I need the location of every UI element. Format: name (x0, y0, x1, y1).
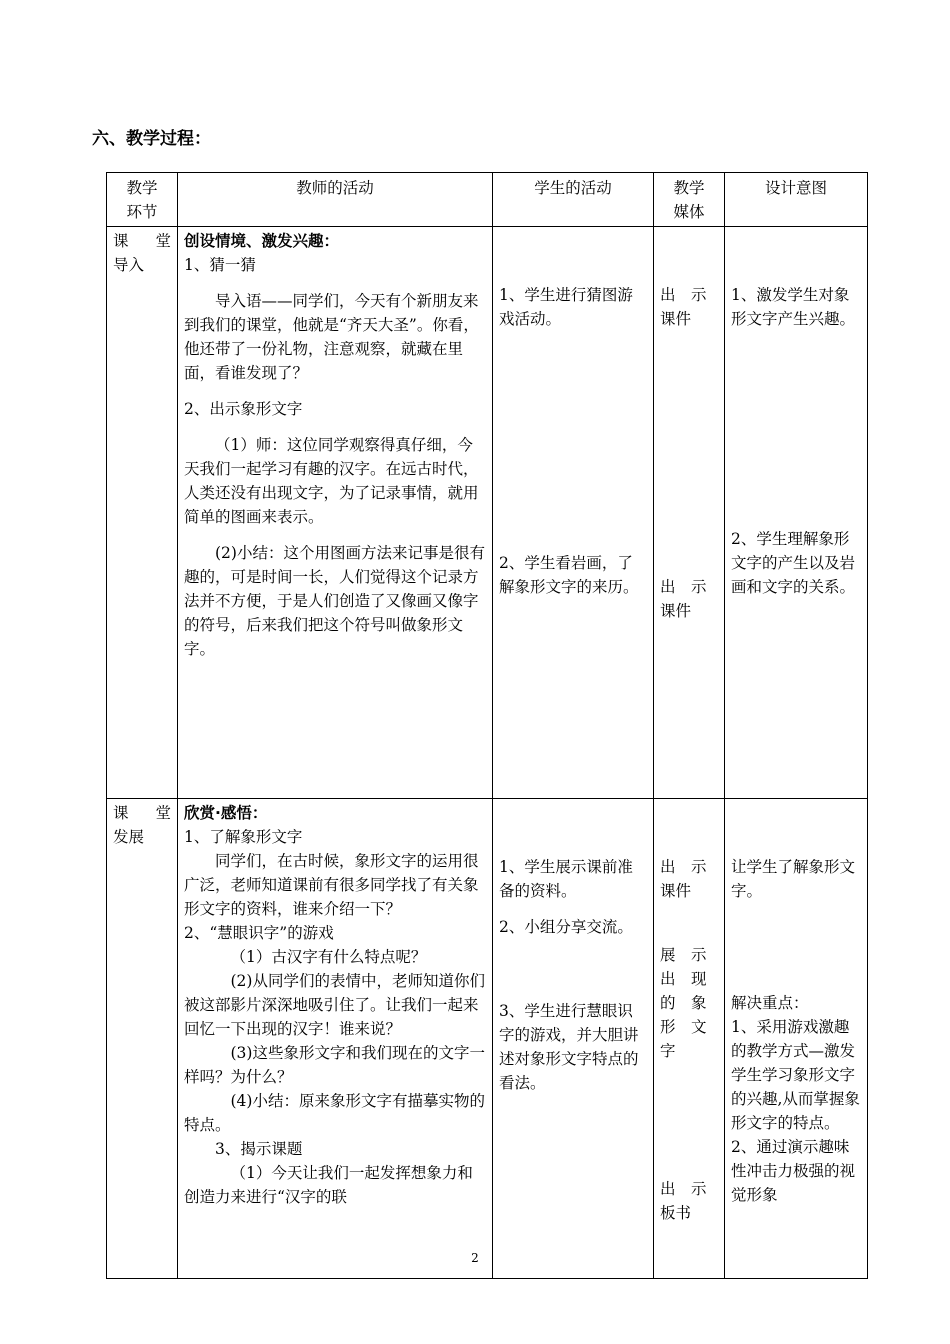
media-text: 展 示出 现的 象形 文字 (660, 946, 707, 1060)
header-media (654, 173, 725, 227)
teacher-cell (178, 227, 493, 799)
design-text: 让学生了解象形文字。 (731, 858, 856, 900)
table-header-row (107, 173, 868, 227)
student-cell (493, 227, 654, 799)
teacher-text: (4)小结：原来象形文字有描摹实物的特点。 (184, 1092, 485, 1134)
table-row (107, 799, 868, 1279)
stage-cell (107, 799, 178, 1279)
teacher-text: 1、了解象形文字 (184, 828, 303, 846)
header-student: 学生的活动 (493, 173, 654, 227)
media-text: 出 示课件 (660, 858, 707, 900)
teacher-text: （1）今天让我们一起发挥想象力和创造力来进行“汉字的联 (184, 1164, 473, 1206)
header-design: 设计意图 (725, 173, 868, 227)
section-heading: 六、教学过程： (92, 129, 211, 149)
design-text: 1、激发学生对象形文字产生兴趣。 (731, 286, 856, 328)
teacher-text: 3、揭示课题 (215, 1140, 303, 1158)
design-text: 1、采用游戏激趣的教学方式—激发学生学习象形文字的兴趣,从而掌握象形文字的特点。 (731, 1018, 860, 1132)
teacher-text: (2)小结：这个用图画方法来记事是很有趣的，可是时间一长，人们觉得这个记录方法并不方便，于是人们创造了又像画又像字的符号，后来我们把这个符号叫做象形文字。 (184, 544, 485, 658)
design-text: 2、通过演示趣味性冲击力极强的视觉形象 (731, 1138, 856, 1204)
teacher-section-title: 欣赏·感悟： (184, 804, 268, 822)
design-cell (725, 799, 868, 1279)
student-cell (493, 799, 654, 1279)
page-number: 2 (471, 1251, 479, 1265)
student-text: 1、学生进行猜图游戏活动。 (499, 286, 633, 328)
media-cell (654, 227, 725, 799)
teacher-cell (178, 799, 493, 1279)
teacher-text: 2、出示象形文字 (184, 400, 303, 418)
student-text: 3、学生进行慧眼识字的游戏，并大胆讲述对象形文字特点的看法。 (499, 1002, 639, 1092)
teacher-text: （1）师：这位同学观察得真仔细，今天我们一起学习有趣的汉字。在远古时代，人类还没有出现文字，为了记录事情，就用简单的图画来表示。 (184, 436, 479, 526)
design-cell (725, 227, 868, 799)
stage-label-1: 课 堂 (113, 232, 171, 250)
design-text: 2、学生理解象形文字的产生以及岩画和文字的关系。 (731, 530, 856, 596)
teacher-text: （1）古汉字有什么特点呢？ (230, 948, 427, 966)
media-text: 出 示板书 (660, 1180, 707, 1222)
header-stage-line1: 教学 (126, 179, 158, 197)
stage-label-1: 课 堂 (113, 804, 171, 822)
header-media-line1: 教学 (673, 179, 705, 197)
student-text: 2、小组分享交流。 (499, 918, 633, 936)
student-text: 1、学生展示课前准备的资料。 (499, 858, 633, 900)
header-stage-line2: 环节 (126, 203, 158, 221)
stage-label-2: 导入 (113, 256, 145, 274)
teacher-text: 同学们，在古时候，象形文字的运用很广泛，老师知道课前有很多同学找了有关象形文字的资料，谁来介绍一下？ (184, 852, 479, 918)
teacher-text: 1、猜一猜 (184, 256, 256, 274)
media-text: 出 示课件 (660, 578, 707, 620)
teacher-text: 2、“慧眼识字”的游戏 (184, 924, 334, 942)
header-media-line2: 媒体 (673, 203, 705, 221)
media-cell (654, 799, 725, 1279)
table-row (107, 227, 868, 799)
header-teacher: 教师的活动 (178, 173, 493, 227)
stage-cell (107, 227, 178, 799)
student-text: 2、学生看岩画，了解象形文字的来历。 (499, 554, 639, 596)
media-text: 出 示课件 (660, 286, 707, 328)
teacher-section-title: 创设情境、激发兴趣： (184, 232, 340, 250)
header-stage (107, 173, 178, 227)
teaching-process-table (106, 172, 868, 1279)
stage-label-2: 发展 (113, 828, 145, 846)
design-text: 解决重点： (731, 994, 809, 1012)
teacher-text: 导入语——同学们，今天有个新朋友来到我们的课堂，他就是“齐天大圣”。你看，他还带了一份礼物，注意观察，就藏在里面，看谁发现了？ (184, 292, 479, 382)
teacher-text: (3)这些象形文字和我们现在的文字一样吗？为什么？ (184, 1044, 485, 1086)
teacher-text: (2)从同学们的表情中，老师知道你们被这部影片深深地吸引住了。让我们一起来回忆一下出现的汉字！谁来说？ (184, 972, 485, 1038)
